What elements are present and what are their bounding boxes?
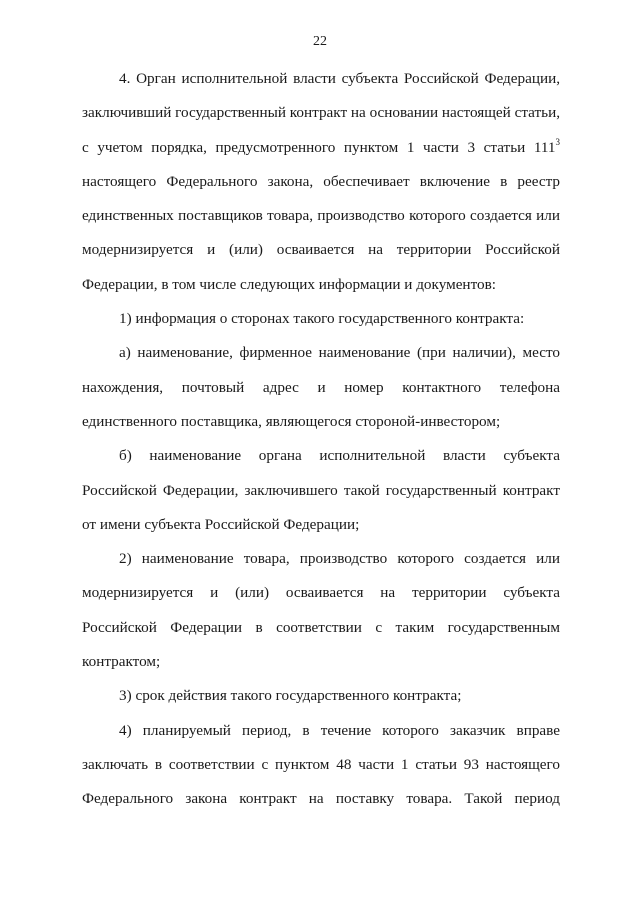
- paragraph-item-4: [82, 62, 560, 302]
- paragraph-item-4-text-b: настоящего Федерального закона, обеспечивает включение в реестр единственных поставщиков товара, производство которого создается или модернизируется и (или) осваивается на территории Российской Федерации, в том числе следующих информации и документов:: [82, 172, 560, 293]
- document-body: [82, 62, 560, 817]
- paragraph-subitem-b: б) наименование органа исполнительной власти субъекта Российской Федерации, заключившего такой государственный контракт от имени субъекта Российской Федерации;: [82, 447, 560, 533]
- article-superscript: 3: [555, 136, 560, 147]
- paragraph-subitem-3: 3) срок действия такого государственного контракта;: [119, 687, 462, 705]
- paragraph-subitem-a: а) наименование, фирменное наименование (при наличии), место нахождения, почтовый адрес и номер контактного телефона единственного поставщика, являющегося стороной-инвестором;: [82, 344, 560, 430]
- paragraph-subitem-4: 4) планируемый период, в течение которого заказчик вправе заключать в соответствии с пунктом 48 части 1 статьи 93 настоящего Федерального закона контракт на поставку товара. Такой период: [82, 721, 560, 808]
- paragraph-subitem-1: 1) информация о сторонах такого государственного контракта:: [119, 310, 525, 328]
- paragraph-subitem-2: 2) наименование товара, производство которого создается или модернизируется и (или) осваивается на территории субъекта Российской Федерации в соответствии с таким государственным контрактом;: [82, 550, 560, 671]
- paragraph-item-4-text-a: 4. Орган исполнительной власти субъекта Российской Федерации, заключивший государственный контракт на основании настоящей статьи, с учетом порядка, предусмотренного пунктом 1 части 3 статьи 111: [82, 70, 560, 156]
- page-number: 22: [313, 34, 327, 49]
